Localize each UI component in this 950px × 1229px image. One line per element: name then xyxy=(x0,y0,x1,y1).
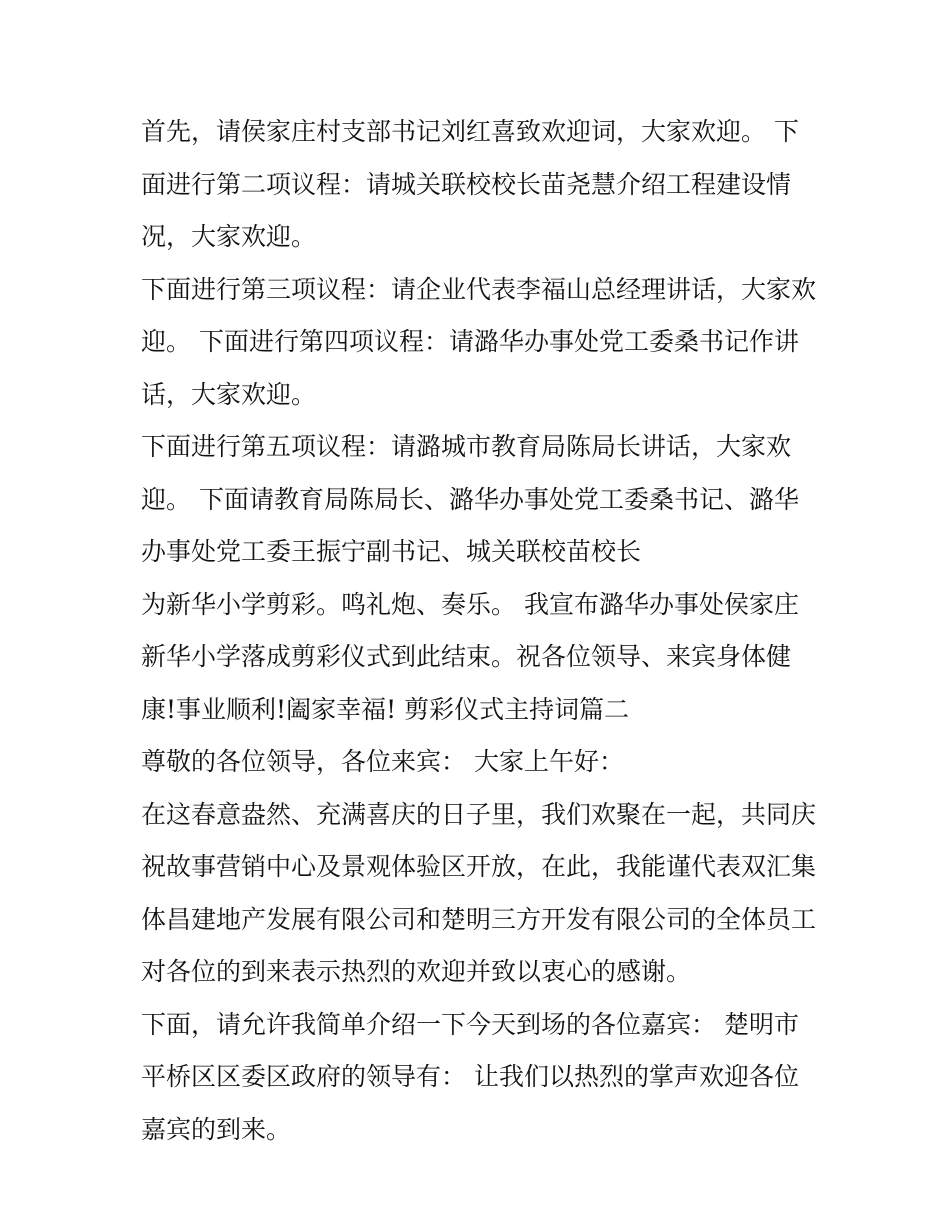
text-line: 首先，请侯家庄村支部书记刘红喜致欢迎词，大家欢迎。 下 xyxy=(141,117,799,146)
text-line: 对各位的到来表示热烈的欢迎并致以衷心的感谢。 xyxy=(141,957,692,986)
text-line: 嘉宾的到来。 xyxy=(141,1114,292,1144)
text-line: 体昌建地产发展有限公司和楚明三方开发有限公司的全体员工 xyxy=(141,904,817,934)
text-line: 下面，请允许我简单介绍一下今天到场的各位嘉宾： 楚明市 xyxy=(141,1009,799,1039)
text-line: 为新华小学剪彩。鸣礼炮、奏乐。 我宣布潞华办事处侯家庄 xyxy=(141,589,799,619)
text-line: 在这春意盎然、充满喜庆的日子里，我们欢聚在一起，共同庆 xyxy=(141,799,817,829)
text-line: 康!事业顺利!阖家幸福! 剪彩仪式主持词篇二 xyxy=(141,694,630,724)
text-line: 下面进行第三项议程：请企业代表李福山总经理讲话，大家欢 xyxy=(141,274,817,304)
text-line: 况，大家欢迎。 xyxy=(141,222,317,251)
text-line: 新华小学落成剪彩仪式到此结束。祝各位领导、来宾身体健 xyxy=(141,642,792,671)
text-line: 尊敬的各位领导，各位来宾： 大家上午好： xyxy=(141,747,624,776)
text-line: 下面进行第五项议程：请潞城市教育局陈局长讲话，大家欢 xyxy=(141,432,792,461)
text-line: 平桥区区委区政府的领导有： 让我们以热烈的掌声欢迎各位 xyxy=(141,1062,799,1091)
text-line: 话，大家欢迎。 xyxy=(141,379,317,409)
text-line: 办事处党工委王振宁副书记、城关联校苗校长 xyxy=(141,537,642,566)
text-line: 迎。 下面进行第四项议程：请潞华办事处党工委桑书记作讲 xyxy=(141,327,799,356)
document-body xyxy=(141,106,821,1156)
text-line: 迎。 下面请教育局陈局长、潞华办事处党工委桑书记、潞华 xyxy=(141,484,799,514)
text-line: 面进行第二项议程：请城关联校校长苗尧慧介绍工程建设情 xyxy=(141,169,792,199)
text-line: 祝故事营销中心及景观体验区开放，在此，我能谨代表双汇集 xyxy=(141,852,817,881)
